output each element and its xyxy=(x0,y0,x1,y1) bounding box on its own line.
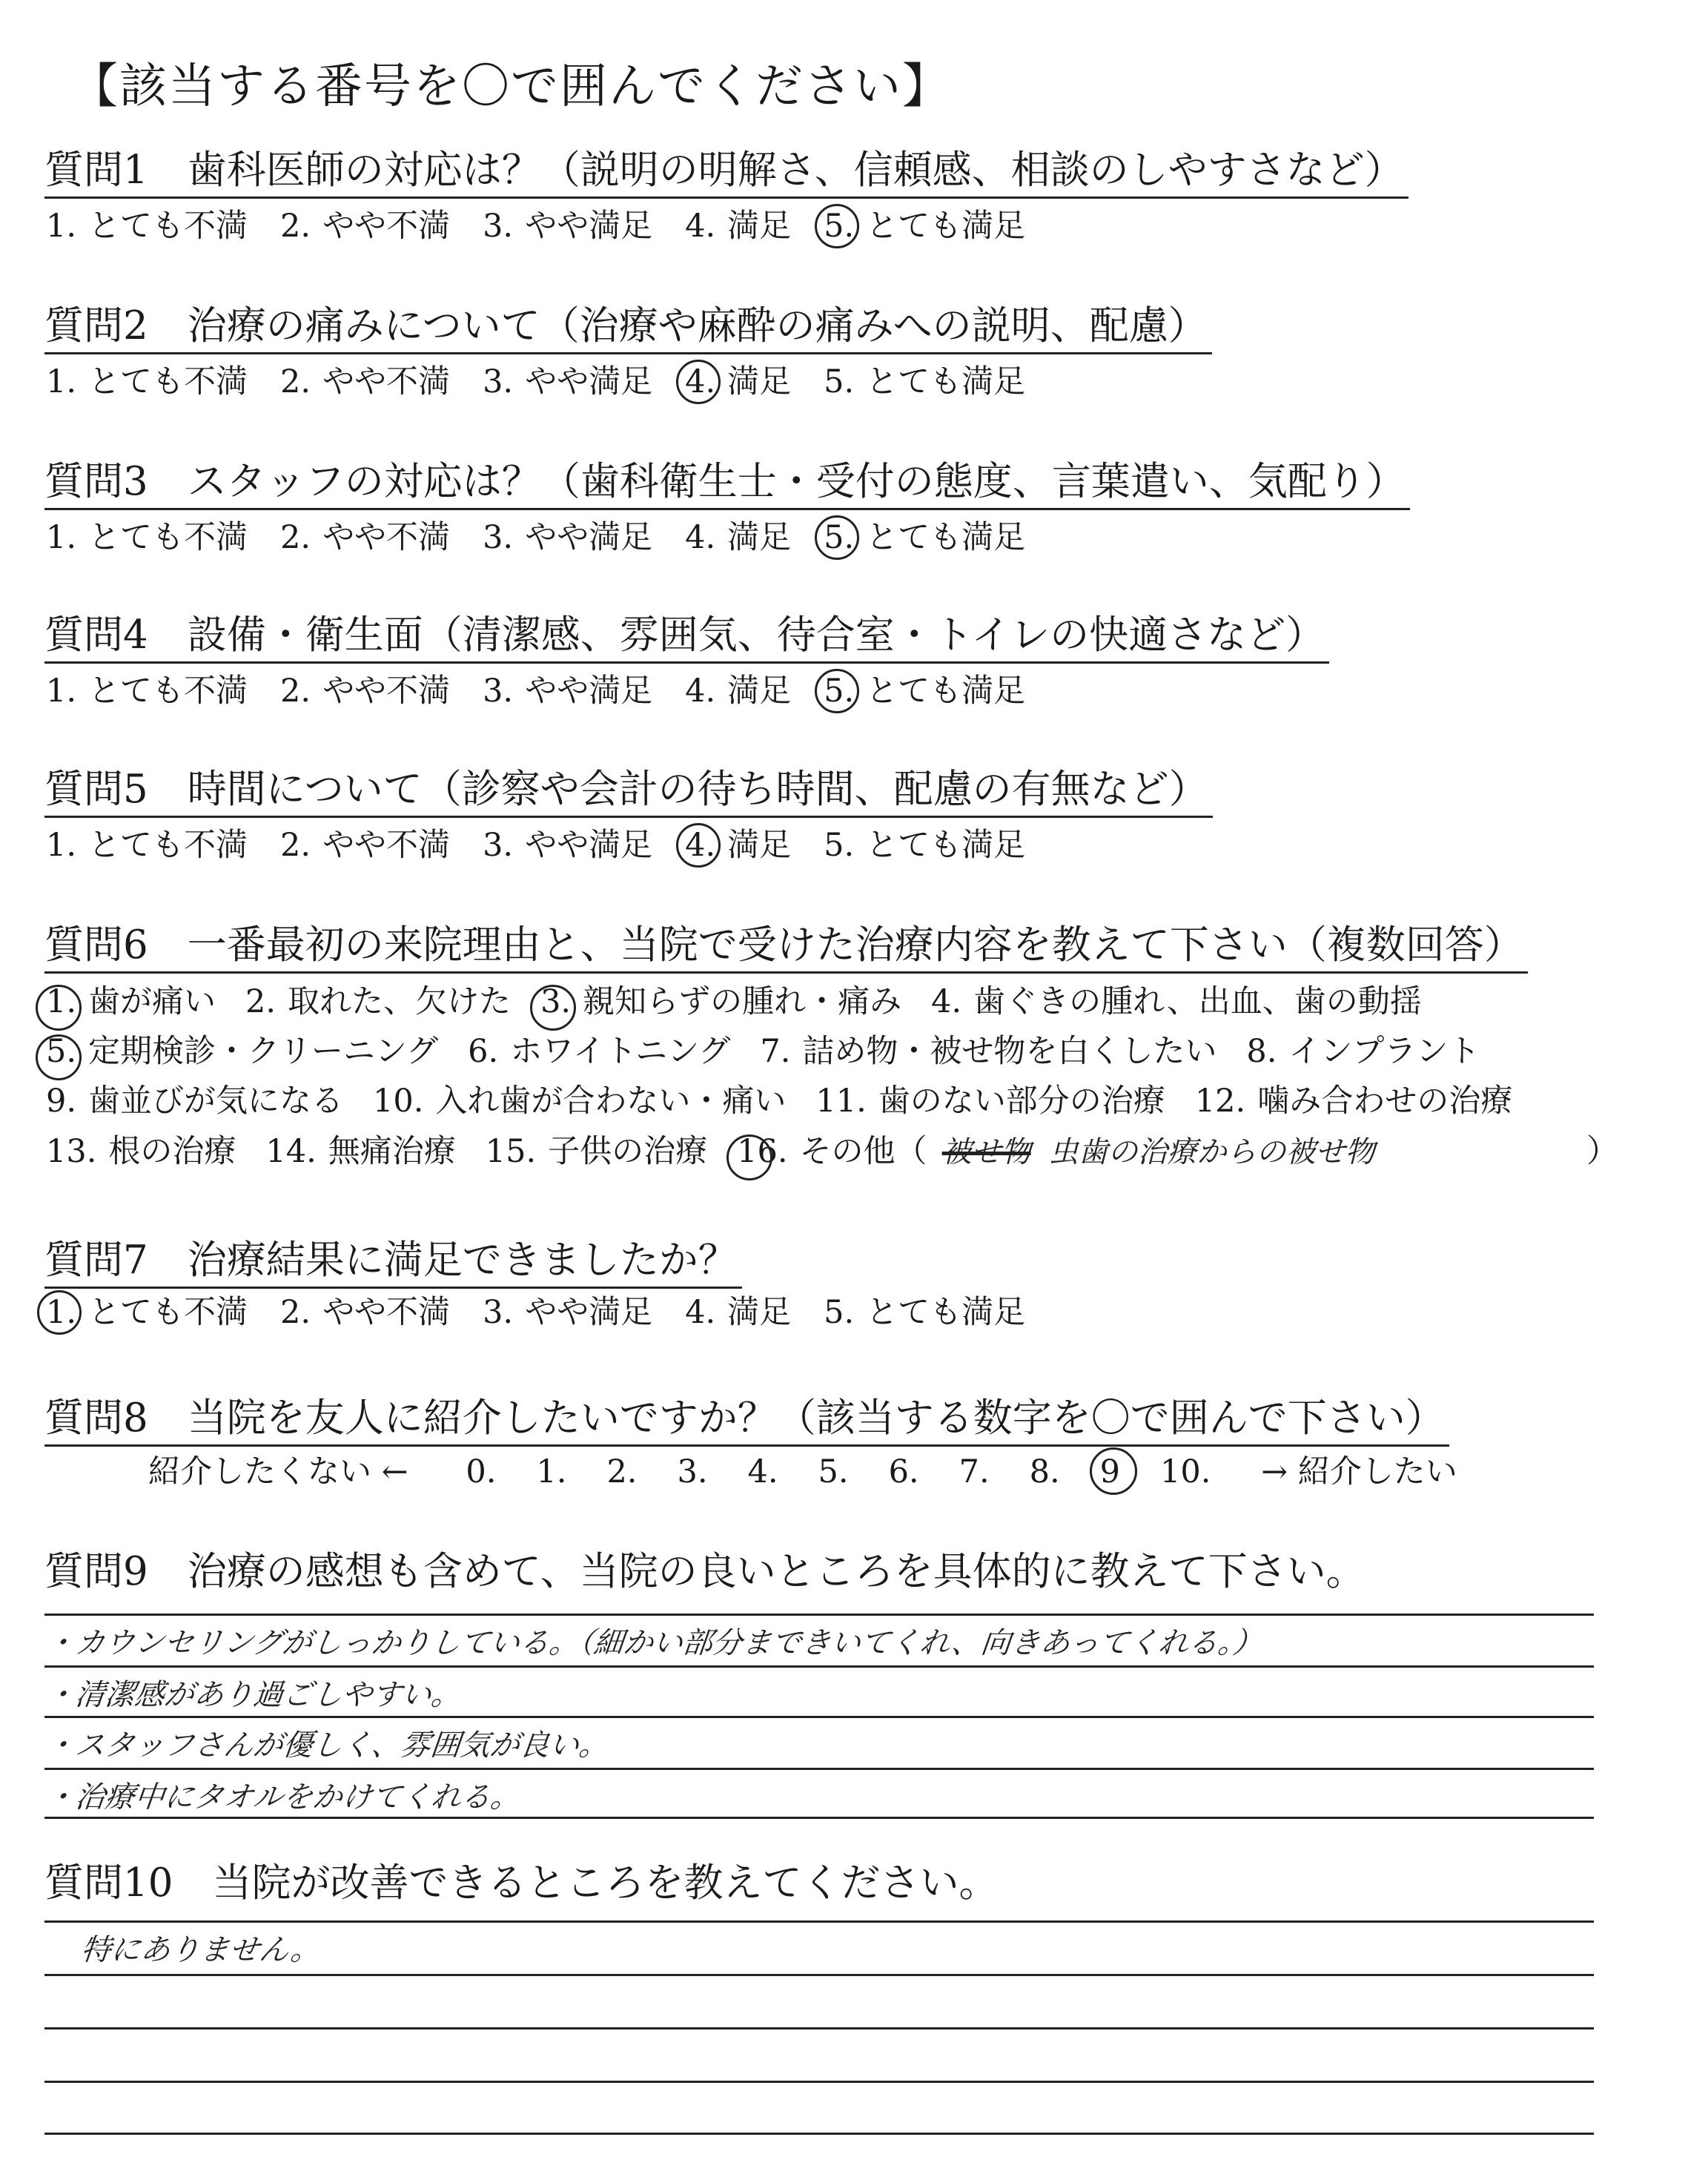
option-number: 3. xyxy=(540,983,572,1020)
option-label: 根の治療 xyxy=(108,1133,236,1170)
option-label: やや満足 xyxy=(525,208,653,245)
q5-option-5[interactable] xyxy=(824,823,1025,868)
q3-heading: 質問3 スタッフの対応は？（歯科衛生士・受付の態度、言葉遣い、気配り） xyxy=(44,456,1410,510)
q7-heading: 質問7 治療結果に満足できましたか？ xyxy=(44,1235,742,1289)
option-number: 1. xyxy=(46,208,77,245)
q4-option-3[interactable] xyxy=(483,669,652,713)
option-number: 3. xyxy=(483,363,514,400)
answer-line xyxy=(44,1768,1594,1770)
option-number: 5. xyxy=(46,1033,77,1070)
q6-option-16[interactable] xyxy=(737,1127,927,1176)
q4-option-1[interactable] xyxy=(46,669,248,713)
q3-option-3[interactable] xyxy=(483,515,652,560)
q9-answer: ・スタッフさんが優しく、雰囲気が良い。 xyxy=(44,1728,611,1763)
option-label: 噛み合わせの治療 xyxy=(1257,1083,1513,1120)
option-number: 13. xyxy=(46,1133,97,1170)
answer-line xyxy=(44,1665,1594,1668)
option-number: 4. xyxy=(685,1294,716,1331)
option-label: やや不満 xyxy=(322,1294,451,1331)
q1-option-3[interactable] xyxy=(483,204,652,248)
q6-option-13[interactable] xyxy=(46,1127,236,1176)
option-number: 16. xyxy=(737,1133,788,1170)
q2-option-2[interactable] xyxy=(280,360,450,404)
option-label: 満足 xyxy=(727,208,792,245)
option-label: 無痛治療 xyxy=(328,1133,456,1170)
option-number: 5. xyxy=(824,827,855,864)
q9-answer: ・治療中にタオルをかけてくれる。 xyxy=(44,1780,523,1814)
q6-row xyxy=(46,1127,1375,1176)
q6-option-14[interactable] xyxy=(265,1127,455,1176)
option-number: 3. xyxy=(483,1294,514,1331)
q2-heading: 質問2 治療の痛みについて（治療や麻酔の痛みへの説明、配慮） xyxy=(44,300,1212,354)
q4-options xyxy=(46,669,1058,713)
q6-row xyxy=(46,1027,1509,1076)
option-label: やや満足 xyxy=(525,827,653,864)
option-label: やや不満 xyxy=(322,673,451,710)
q1-options xyxy=(46,204,1058,248)
q7-options xyxy=(46,1290,1058,1335)
option-number: 6. xyxy=(468,1033,499,1070)
q6-row xyxy=(46,1077,1542,1126)
q1-option-4[interactable] xyxy=(685,204,791,248)
q2-option-3[interactable] xyxy=(483,360,652,404)
option-label: やや不満 xyxy=(322,363,451,400)
option-label: とても不満 xyxy=(88,519,248,556)
option-number: 2. xyxy=(280,519,311,556)
q6-option-3[interactable] xyxy=(540,977,901,1026)
q1-heading: 質問1 歯科医師の対応は？（説明の明解さ、信頼感、相談のしやすさなど） xyxy=(44,145,1409,199)
q6-option-1[interactable] xyxy=(46,977,216,1026)
q3-option-1[interactable] xyxy=(46,515,248,560)
q3-option-5[interactable] xyxy=(824,515,1025,560)
struck-handwriting: 被せ物 xyxy=(941,1135,1031,1169)
answer-line xyxy=(44,2133,1594,2135)
option-number: 3. xyxy=(483,208,514,245)
option-number: 1. xyxy=(46,673,77,710)
q1-option-5[interactable] xyxy=(824,204,1025,248)
option-number: 1. xyxy=(46,983,77,1020)
option-number: 4. xyxy=(685,208,716,245)
scale-option-6[interactable]: 6. xyxy=(888,1453,919,1490)
q3-options xyxy=(46,515,1058,560)
option-number: 8. xyxy=(1246,1033,1277,1070)
q10-answer: 特にありません。 xyxy=(79,1933,322,1967)
answer-line xyxy=(44,2081,1594,2083)
option-number: 3. xyxy=(483,673,514,710)
scale-option-3[interactable]: 3. xyxy=(677,1453,708,1490)
option-label: 満足 xyxy=(727,363,792,400)
option-number: 3. xyxy=(483,827,514,864)
option-label: とても不満 xyxy=(88,1294,248,1331)
scale-left-label: 紹介したくない ← xyxy=(148,1453,408,1490)
answer-line xyxy=(44,1614,1594,1616)
scale-option-9[interactable]: 9 xyxy=(1100,1450,1120,1494)
option-label: 満足 xyxy=(727,827,792,864)
scale-right-label: → 紹介したい xyxy=(1261,1453,1457,1490)
option-number: 15. xyxy=(485,1133,537,1170)
option-number: 5. xyxy=(824,1294,855,1331)
option-label: やや不満 xyxy=(322,208,451,245)
answer-line xyxy=(44,2027,1594,2029)
q6-option-9[interactable] xyxy=(46,1077,343,1126)
option-number: 2. xyxy=(280,208,311,245)
option-label: 満足 xyxy=(727,1294,792,1331)
option-label: 満足 xyxy=(727,673,792,710)
q8-heading: 質問8 当院を友人に紹介したいですか？（該当する数字を〇で囲んで下さい） xyxy=(44,1393,1449,1447)
option-label: 定期検診・クリーニング xyxy=(88,1033,439,1070)
option-number: 1. xyxy=(46,519,77,556)
option-number: 2. xyxy=(245,983,277,1020)
option-label: とても満足 xyxy=(866,827,1026,864)
scale-option-5[interactable]: 5. xyxy=(818,1453,849,1490)
option-label: とても満足 xyxy=(866,519,1026,556)
other-handwriting: 虫歯の治療からの被せ物 xyxy=(1048,1135,1375,1169)
option-label: とても不満 xyxy=(88,363,248,400)
q9-answer: ・清潔感があり過ごしやすい。 xyxy=(44,1678,463,1712)
other-close-paren: ） xyxy=(1586,1133,1618,1170)
option-label: 歯ぐきの腫れ、出血、歯の動揺 xyxy=(973,983,1422,1020)
q4-option-5[interactable] xyxy=(824,669,1025,713)
option-number: 11. xyxy=(815,1083,867,1120)
option-label: やや満足 xyxy=(525,519,653,556)
answer-line xyxy=(44,1716,1594,1718)
q6-row xyxy=(46,977,1452,1026)
scale-option-2[interactable]: 2. xyxy=(606,1453,638,1490)
option-number: 7. xyxy=(760,1033,791,1070)
scale-option-10[interactable]: 10. xyxy=(1160,1453,1211,1490)
option-label: やや満足 xyxy=(525,1294,653,1331)
q5-heading: 質問5 時間について（診察や会計の待ち時間、配慮の有無など） xyxy=(44,764,1213,818)
option-label: とても満足 xyxy=(866,673,1026,710)
option-number: 5. xyxy=(824,208,855,245)
q4-heading: 質問4 設備・衛生面（清潔感、雰囲気、待合室・トイレの快適さなど） xyxy=(44,610,1329,664)
option-label: とても不満 xyxy=(88,208,248,245)
option-number: 4. xyxy=(685,827,716,864)
q4-option-2[interactable] xyxy=(280,669,450,713)
option-label: 歯並びが気になる xyxy=(88,1083,344,1120)
scale-option-7[interactable]: 7. xyxy=(959,1453,990,1490)
option-label: 詰め物・被せ物を白くしたい xyxy=(802,1033,1217,1070)
option-label: やや不満 xyxy=(322,827,451,864)
q6-option-11[interactable] xyxy=(815,1077,1165,1126)
option-number: 5. xyxy=(824,519,855,556)
option-label: 歯が痛い xyxy=(88,983,216,1020)
option-label: 歯のない部分の治療 xyxy=(878,1083,1165,1120)
answer-line xyxy=(44,1974,1594,1976)
option-number: 4. xyxy=(931,983,962,1020)
option-label: 取れた、欠けた xyxy=(288,983,512,1020)
option-label: 子供の治療 xyxy=(548,1133,708,1170)
option-label: とても満足 xyxy=(866,208,1026,245)
q7-option-1[interactable] xyxy=(46,1290,248,1335)
scale-option-0[interactable]: 0. xyxy=(466,1453,497,1490)
option-number: 2. xyxy=(280,827,311,864)
option-label: ホワイトニング xyxy=(510,1033,731,1070)
option-number: 1. xyxy=(46,363,77,400)
option-number: 1. xyxy=(46,827,77,864)
option-number: 4. xyxy=(685,673,716,710)
answer-line xyxy=(44,1920,1594,1923)
option-label: 親知らずの腫れ・痛み xyxy=(583,983,902,1020)
q10-heading: 質問10 当院が改善できるところを教えてください。 xyxy=(44,1860,999,1906)
q6-heading: 質問6 一番最初の来院理由と、当院で受けた治療内容を教えて下さい（複数回答） xyxy=(44,919,1528,974)
q6-option-6[interactable] xyxy=(468,1027,730,1076)
q8-scale xyxy=(148,1450,1457,1494)
q7-option-2[interactable] xyxy=(280,1290,450,1335)
q5-options xyxy=(46,823,1058,868)
q3-option-4[interactable] xyxy=(685,515,791,560)
scale-option-1[interactable]: 1. xyxy=(536,1453,567,1490)
option-number: 4. xyxy=(685,519,716,556)
option-label: とても満足 xyxy=(866,1294,1026,1331)
option-label: やや満足 xyxy=(525,363,653,400)
option-label: やや不満 xyxy=(322,519,451,556)
option-label: 満足 xyxy=(727,519,792,556)
q1-option-2[interactable] xyxy=(280,204,450,248)
option-label: インプラント xyxy=(1288,1033,1480,1070)
q2-option-4[interactable] xyxy=(685,360,791,404)
q6-option-5[interactable] xyxy=(46,1027,438,1076)
q3-option-2[interactable] xyxy=(280,515,450,560)
option-label: とても不満 xyxy=(88,673,248,710)
scale-option-8[interactable]: 8. xyxy=(1029,1453,1060,1490)
option-number: 5. xyxy=(824,363,855,400)
q7-option-5[interactable] xyxy=(824,1290,1025,1335)
option-number: 3. xyxy=(483,519,514,556)
q9-answer: ・カウンセリングがしっかりしている。（細かい部分まできいてくれ、向きあってくれる。） xyxy=(44,1626,1265,1660)
q5-option-3[interactable] xyxy=(483,823,652,868)
page-title: 【該当する番号を〇で囲んでください】 xyxy=(70,59,951,114)
option-number: 2. xyxy=(280,1294,311,1331)
option-number: 12. xyxy=(1194,1083,1246,1120)
option-number: 1. xyxy=(46,1294,77,1331)
option-label: 入れ歯が合わない・痛い xyxy=(435,1083,787,1120)
q9-heading: 質問9 治療の感想も含めて、当院の良いところを具体的に教えて下さい。 xyxy=(44,1549,1366,1594)
q6-option-7[interactable] xyxy=(760,1027,1217,1076)
option-label: とても不満 xyxy=(88,827,248,864)
q6-option-8[interactable] xyxy=(1246,1027,1480,1076)
option-label: とても満足 xyxy=(866,363,1026,400)
option-number: 2. xyxy=(280,363,311,400)
option-number: 4. xyxy=(685,363,716,400)
q6-option-12[interactable] xyxy=(1195,1077,1512,1126)
q2-option-1[interactable] xyxy=(46,360,248,404)
q5-option-4[interactable] xyxy=(685,823,791,868)
answer-line xyxy=(44,1817,1594,1819)
option-number: 9. xyxy=(46,1083,77,1120)
q6-option-15[interactable] xyxy=(486,1127,707,1176)
q6-option-4[interactable] xyxy=(931,977,1422,1026)
q7-option-4[interactable] xyxy=(685,1290,791,1335)
scale-option-4[interactable]: 4. xyxy=(747,1453,778,1490)
q5-option-2[interactable] xyxy=(280,823,450,868)
q5-option-1[interactable] xyxy=(46,823,248,868)
q4-option-4[interactable] xyxy=(685,669,791,713)
q6-option-10[interactable] xyxy=(373,1077,786,1126)
option-label: その他（ xyxy=(799,1133,927,1170)
option-number: 5. xyxy=(824,673,855,710)
q1-option-1[interactable] xyxy=(46,204,248,248)
q6-option-2[interactable] xyxy=(245,977,511,1026)
option-number: 10. xyxy=(373,1083,424,1120)
option-label: やや満足 xyxy=(525,673,653,710)
option-number: 2. xyxy=(280,673,311,710)
q7-option-3[interactable] xyxy=(483,1290,652,1335)
scale-numbers xyxy=(466,1450,1251,1494)
q2-options xyxy=(46,360,1058,404)
q2-option-5[interactable] xyxy=(824,360,1025,404)
option-number: 14. xyxy=(265,1133,317,1170)
